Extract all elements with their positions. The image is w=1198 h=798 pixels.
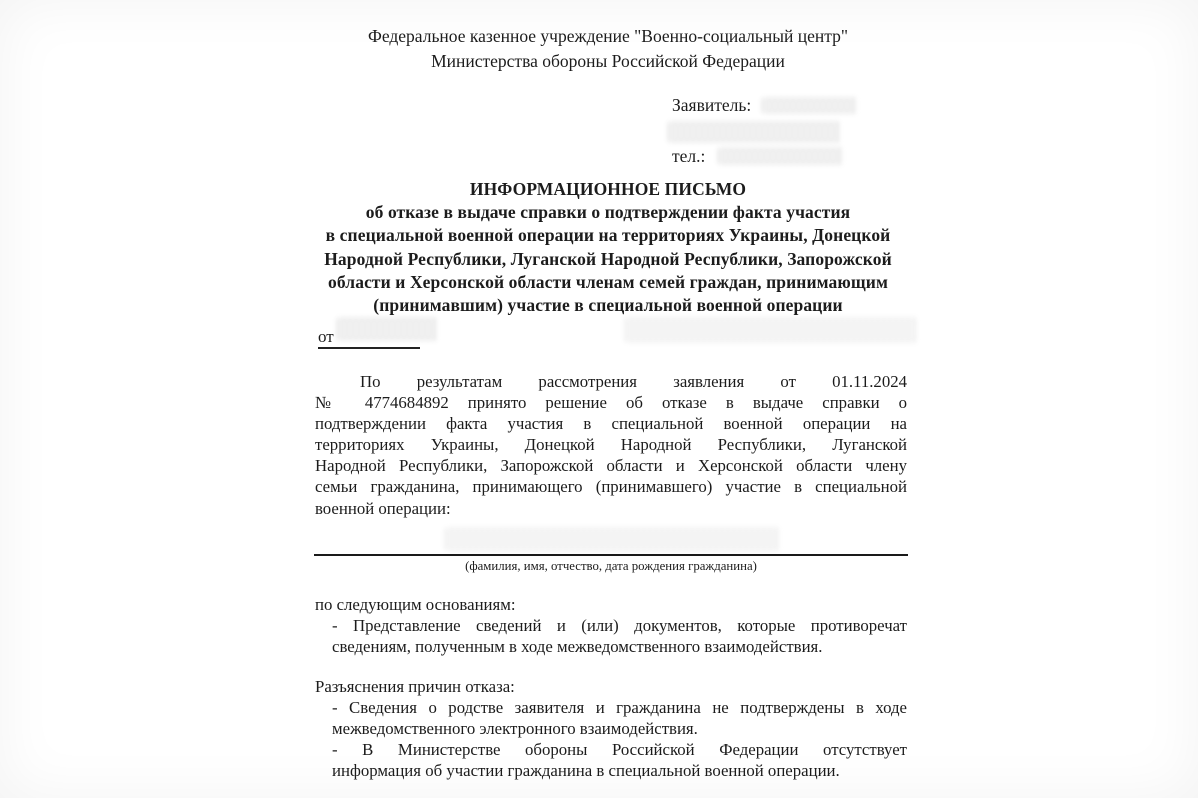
explanation-item-2 (332, 739, 907, 781)
document-title (303, 178, 913, 317)
from-field (318, 327, 420, 349)
redacted-applicant-name (762, 97, 857, 114)
explanation-line: - Сведения о родстве заявителя и гражданина не подтверждены в ходе (332, 698, 907, 717)
paragraph-line: Народной Республики, Запорожской области и Херсонской области члену (315, 456, 907, 476)
signature-caption: (фамилия, имя, отчество, дата рождения гражданина) (465, 559, 757, 573)
title-line-4: Народной Республики, Луганской Народной Республики, Запорожской (324, 248, 892, 269)
applicant-row (672, 95, 857, 115)
paragraph-line: семьи гражданина, принимающего (принимавшего) участие в специальной (315, 477, 907, 497)
from-label: от (318, 327, 334, 346)
explanation-line: информация об участии гражданина в специальной военной операции. (332, 761, 840, 781)
title-line-2: об отказе в выдаче справки о подтверждении факта участия (365, 202, 851, 223)
title-line-5: области и Херсонской области членам семей граждан, принимающим (328, 271, 888, 292)
letterhead (303, 24, 913, 74)
paragraph-line: № 4774684892 принято решение об отказе в выдаче справки о (315, 393, 907, 413)
title-line-3: в специальной военной операции на территориях Украины, Донецкой (325, 225, 891, 246)
applicant-phone-row (672, 146, 843, 166)
explanations-heading: Разъяснения причин отказа: (315, 677, 515, 696)
letterhead-line-1: Федеральное казенное учреждение "Военно-социальный центр" (368, 26, 848, 46)
redacted-applicant-address (668, 121, 840, 143)
paragraph-line: подтверждении факта участия в специальной военной операции на (315, 414, 907, 434)
grounds-item (332, 615, 907, 657)
decision-paragraph (315, 371, 907, 519)
redacted-citizen-name (445, 527, 780, 551)
paragraph-line: военной операции: (315, 498, 451, 518)
grounds-intro: по следующим основаниям: (315, 595, 516, 614)
phone-label: тел.: (672, 146, 706, 166)
letterhead-line-2: Министерства обороны Российской Федерации (431, 51, 785, 71)
explanation-line: межведомственного электронного взаимодействия. (332, 719, 698, 739)
title-line-1: ИНФОРМАЦИОННОЕ ПИСЬМО (469, 179, 747, 199)
grounds-item-line: - Представление сведений и (или) документов, которые противоречат (332, 616, 907, 635)
paragraph-line: территориях Украины, Донецкой Народной Республики, Луганской (315, 435, 907, 455)
explanation-item-1 (332, 697, 907, 739)
paragraph-line: По результатам рассмотрения заявления от 01.11.2024 (360, 372, 907, 391)
signature-rule (314, 554, 908, 556)
grounds-item-line: сведениям, полученным в ходе межведомственного взаимодействия. (332, 637, 823, 657)
redacted-phone-number (718, 147, 843, 165)
redacted-reference-line (625, 317, 917, 343)
title-line-6: (принимавшим) участие в специальной военной операции (373, 295, 843, 316)
applicant-label: Заявитель: (672, 95, 752, 115)
explanation-line: - В Министерстве обороны Российской Федерации отсутствует (332, 740, 907, 759)
